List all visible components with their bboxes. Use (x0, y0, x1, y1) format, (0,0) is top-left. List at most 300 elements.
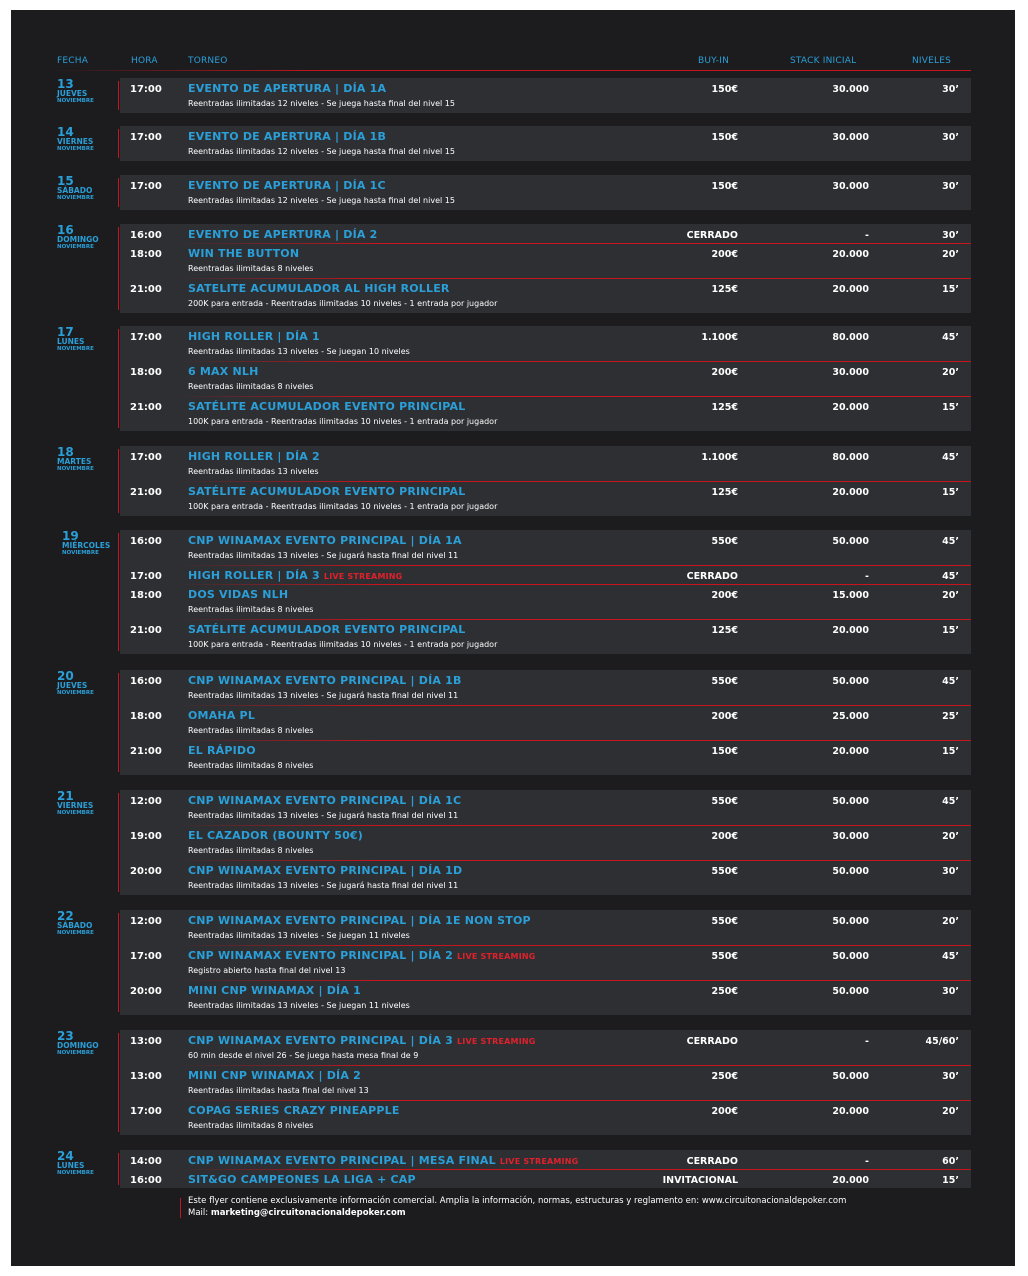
event-time: 16:00 (130, 230, 162, 241)
event-title-text: HIGH ROLLER | DÍA 3 (188, 569, 320, 582)
event-time: 17:00 (130, 84, 162, 95)
event-row[interactable] (120, 860, 971, 895)
date-divider (118, 1153, 119, 1185)
row-divider (175, 278, 971, 279)
day-events (120, 670, 971, 775)
event-buyin: 550€ (711, 536, 738, 547)
event-stack: 20.000 (832, 746, 869, 757)
event-stack: 50.000 (832, 796, 869, 807)
event-title-text: CNP WINAMAX EVENTO PRINCIPAL | MESA FINAL (188, 1154, 496, 1167)
event-title (188, 450, 320, 463)
event-title (188, 623, 465, 636)
event-row[interactable] (120, 326, 971, 361)
row-divider (175, 481, 971, 482)
event-levels: 15’ (942, 746, 959, 757)
event-time: 13:00 (130, 1036, 162, 1047)
event-title (188, 282, 450, 295)
event-title (188, 247, 299, 260)
event-buyin: 200€ (711, 711, 738, 722)
event-row[interactable] (120, 530, 971, 565)
date-weekday: VIERNES (57, 137, 94, 146)
date-month: NOVIEMBRE (57, 98, 94, 104)
event-levels: 20’ (942, 590, 959, 601)
date-label (57, 175, 125, 202)
event-title-text: EL RÁPIDO (188, 744, 256, 757)
row-divider (175, 619, 971, 620)
date-label (57, 446, 125, 473)
day-events (120, 910, 971, 1015)
date-month: NOVIEMBRE (57, 195, 94, 201)
event-details: Reentradas ilimitadas 13 niveles - Se jugará hasta final del nivel 11 (188, 691, 459, 700)
date-number: 20 (57, 669, 74, 683)
event-buyin: 250€ (711, 1071, 738, 1082)
event-time: 18:00 (130, 367, 162, 378)
event-title (188, 1034, 536, 1047)
date-divider (118, 533, 119, 651)
date-month: NOVIEMBRE (57, 244, 94, 250)
event-levels: 45’ (942, 796, 959, 807)
date-month: NOVIEMBRE (57, 466, 94, 472)
header-fecha: FECHA (57, 56, 89, 66)
event-stack: 50.000 (832, 916, 869, 927)
event-title-text: EVENTO DE APERTURA | DÍA 1A (188, 82, 387, 95)
row-divider (175, 705, 971, 706)
date-label (57, 126, 125, 153)
event-row[interactable] (120, 584, 971, 619)
event-buyin: 200€ (711, 831, 738, 842)
event-time: 17:00 (130, 181, 162, 192)
event-row[interactable] (120, 1030, 971, 1065)
event-details: 60 min desde el nivel 26 - Se juega hasta mesa final de 9 (188, 1051, 419, 1060)
event-time: 21:00 (130, 402, 162, 413)
event-details: Reentradas ilimitadas 8 niveles (188, 846, 314, 855)
date-label (57, 910, 125, 937)
event-title (188, 1154, 578, 1167)
date-weekday: SÁBADO (57, 921, 93, 930)
event-stack: 50.000 (832, 676, 869, 687)
event-buyin: CERRADO (686, 1036, 738, 1047)
event-title-text: SIT&GO CAMPEONES LA LIGA + CAP (188, 1173, 416, 1186)
event-buyin: CERRADO (686, 230, 738, 241)
event-time: 18:00 (130, 590, 162, 601)
event-time: 21:00 (130, 487, 162, 498)
event-buyin: 1.100€ (701, 452, 738, 463)
date-month: NOVIEMBRE (57, 346, 94, 352)
event-stack: 20.000 (832, 1106, 869, 1117)
event-title (188, 864, 462, 877)
event-row[interactable] (120, 825, 971, 860)
event-buyin: 550€ (711, 676, 738, 687)
event-stack: - (865, 1156, 869, 1167)
event-details: Reentradas ilimitadas 13 niveles - Se jugará hasta final del nivel 11 (188, 551, 459, 560)
event-title-text: CNP WINAMAX EVENTO PRINCIPAL | DÍA 3 (188, 1034, 453, 1047)
event-levels: 30’ (942, 866, 959, 877)
event-row[interactable] (120, 243, 971, 278)
date-number: 16 (57, 223, 74, 237)
event-row[interactable] (120, 481, 971, 516)
day-events (120, 530, 971, 654)
event-title (188, 330, 320, 343)
event-details: 200K para entrada - Reentradas ilimitadas 10 niveles - 1 entrada por jugador (188, 299, 498, 308)
event-title (188, 485, 465, 498)
event-row[interactable] (120, 396, 971, 431)
event-buyin: INVITACIONAL (662, 1175, 738, 1186)
event-details: Reentradas ilimitadas 12 niveles - Se juega hasta final del nivel 15 (188, 99, 455, 108)
event-title-text: DOS VIDAS NLH (188, 588, 289, 601)
event-levels: 20’ (942, 1106, 959, 1117)
event-details: Reentradas ilimitadas 12 niveles - Se juega hasta final del nivel 15 (188, 147, 455, 156)
event-levels: 30’ (942, 84, 959, 95)
event-stack: 50.000 (832, 951, 869, 962)
date-weekday: SÁBADO (57, 186, 93, 195)
live-streaming-badge: LIVE STREAMING (499, 1157, 579, 1166)
event-time: 16:00 (130, 676, 162, 687)
event-time: 20:00 (130, 866, 162, 877)
event-row[interactable] (120, 945, 971, 980)
event-row[interactable] (120, 78, 971, 113)
live-streaming-badge: LIVE STREAMING (457, 1037, 536, 1046)
event-row[interactable] (120, 790, 971, 825)
event-levels: 20’ (942, 916, 959, 927)
header-divider (47, 70, 971, 71)
event-title (188, 130, 386, 143)
event-buyin: 150€ (711, 84, 738, 95)
event-row[interactable] (120, 175, 971, 210)
day-events (120, 1030, 971, 1135)
footer-mail-address: marketing@circuitonacionaldepoker.com (210, 1208, 406, 1218)
event-levels: 30’ (942, 230, 959, 241)
event-time: 12:00 (130, 916, 162, 927)
event-time: 18:00 (130, 711, 162, 722)
event-details: Reentradas ilimitadas 13 niveles - Se juegan 10 niveles (188, 347, 410, 356)
event-levels: 45’ (942, 951, 959, 962)
event-stack: 20.000 (832, 625, 869, 636)
event-details: Reentradas ilimitadas 8 niveles (188, 1121, 314, 1130)
event-stack: 20.000 (832, 487, 869, 498)
day-events (120, 224, 971, 313)
event-time: 21:00 (130, 746, 162, 757)
event-title (188, 1104, 400, 1117)
event-row[interactable] (120, 980, 971, 1015)
event-time: 14:00 (130, 1156, 162, 1167)
event-levels: 30’ (942, 132, 959, 143)
event-title (188, 744, 256, 757)
date-divider (118, 227, 119, 310)
event-buyin: 125€ (711, 487, 738, 498)
event-row[interactable] (120, 361, 971, 396)
row-divider (175, 584, 971, 585)
event-time: 21:00 (130, 625, 162, 636)
event-time: 16:00 (130, 536, 162, 547)
row-divider (175, 1100, 971, 1101)
event-stack: - (865, 571, 869, 582)
event-row[interactable] (120, 619, 971, 654)
event-time: 20:00 (130, 986, 162, 997)
event-buyin: 550€ (711, 866, 738, 877)
row-divider (175, 980, 971, 981)
date-number: 13 (57, 77, 74, 91)
event-title-text: MINI CNP WINAMAX | DÍA 2 (188, 1069, 361, 1082)
event-row[interactable] (120, 740, 971, 775)
date-month: NOVIEMBRE (57, 690, 94, 696)
event-title (188, 709, 255, 722)
event-time: 19:00 (130, 831, 162, 842)
date-label (57, 1150, 125, 1177)
event-stack: 30.000 (832, 831, 869, 842)
event-stack: 20.000 (832, 284, 869, 295)
event-levels: 20’ (942, 367, 959, 378)
event-buyin: CERRADO (686, 571, 738, 582)
event-details: Reentradas ilimitadas 8 niveles (188, 605, 314, 614)
event-title-text: HIGH ROLLER | DÍA 2 (188, 450, 320, 463)
event-buyin: 125€ (711, 402, 738, 413)
event-levels: 30’ (942, 986, 959, 997)
event-title (188, 1173, 416, 1186)
event-details: 100K para entrada - Reentradas ilimitadas 10 niveles - 1 entrada por jugador (188, 417, 498, 426)
event-buyin: 200€ (711, 249, 738, 260)
event-levels: 15’ (942, 1175, 959, 1186)
event-stack: 20.000 (832, 249, 869, 260)
event-levels: 20’ (942, 249, 959, 260)
header-stack: STACK INICIAL (790, 56, 857, 66)
date-number: 18 (57, 445, 74, 459)
live-streaming-badge: LIVE STREAMING (457, 952, 536, 961)
event-buyin: 550€ (711, 916, 738, 927)
row-divider (175, 396, 971, 397)
date-weekday: JUEVES (57, 681, 88, 690)
event-buyin: 150€ (711, 132, 738, 143)
event-row[interactable] (120, 1065, 971, 1100)
date-weekday: LUNES (57, 1161, 85, 1170)
event-title (188, 914, 531, 927)
event-title-text: SATÉLITE ACUMULADOR EVENTO PRINCIPAL (188, 623, 466, 636)
event-buyin: 200€ (711, 1106, 738, 1117)
day-events (120, 78, 971, 113)
date-number: 22 (57, 909, 74, 923)
date-month: NOVIEMBRE (57, 1050, 94, 1056)
event-buyin: 200€ (711, 367, 738, 378)
event-stack: 30.000 (832, 181, 869, 192)
event-details: Reentradas ilimitadas 12 niveles - Se juega hasta final del nivel 15 (188, 196, 455, 205)
event-details: Reentradas ilimitadas 13 niveles - Se juegan 11 niveles (188, 931, 410, 940)
event-time: 17:00 (130, 1106, 162, 1117)
event-buyin: 150€ (711, 746, 738, 757)
date-label (57, 1030, 125, 1057)
date-divider (118, 329, 119, 428)
event-stack: 50.000 (832, 536, 869, 547)
event-title (188, 588, 288, 601)
day-events (120, 446, 971, 516)
date-number: 21 (57, 789, 74, 803)
event-details: Reentradas ilimitadas 13 niveles - Se juegan 11 niveles (188, 1001, 410, 1010)
event-title-text: COPAG SERIES CRAZY PINEAPPLE (188, 1104, 400, 1117)
event-buyin: 550€ (711, 796, 738, 807)
row-divider (175, 361, 971, 362)
event-time: 17:00 (130, 132, 162, 143)
row-divider (175, 945, 971, 946)
event-buyin: 125€ (711, 625, 738, 636)
event-stack: - (865, 1036, 869, 1047)
event-stack: 20.000 (832, 402, 869, 413)
event-row[interactable] (120, 1100, 971, 1135)
event-time: 17:00 (130, 951, 162, 962)
event-title (188, 674, 462, 687)
event-title (188, 794, 461, 807)
event-row[interactable] (120, 224, 971, 243)
row-divider (175, 1065, 971, 1066)
event-details: Reentradas ilimitadas 13 niveles - Se jugará hasta final del nivel 11 (188, 881, 459, 890)
date-weekday: JUEVES (57, 89, 88, 98)
event-stack: 30.000 (832, 132, 869, 143)
event-levels: 45’ (942, 571, 959, 582)
event-title (188, 534, 462, 547)
event-levels: 45’ (942, 676, 959, 687)
date-label (57, 670, 125, 697)
event-stack: 15.000 (832, 590, 869, 601)
event-title-text: OMAHA PL (188, 709, 256, 722)
date-divider (118, 1033, 119, 1132)
date-number: 15 (57, 174, 74, 188)
header-torneo: TORNEO (188, 56, 228, 66)
event-levels: 20’ (942, 831, 959, 842)
event-row[interactable] (120, 705, 971, 740)
date-divider (118, 449, 119, 513)
date-weekday: MARTES (57, 457, 92, 466)
event-title (188, 1069, 361, 1082)
footer-bar (180, 1198, 181, 1218)
date-label (57, 224, 125, 251)
event-stack: 80.000 (832, 332, 869, 343)
day-events (120, 126, 971, 161)
day-events (120, 790, 971, 895)
event-levels: 25’ (942, 711, 959, 722)
date-label (57, 790, 125, 817)
date-month: NOVIEMBRE (57, 930, 94, 936)
event-row[interactable] (120, 126, 971, 161)
date-weekday: DOMINGO (57, 1041, 99, 1050)
date-weekday: DOMINGO (57, 235, 99, 244)
footer-mail (188, 1208, 406, 1218)
event-row[interactable] (120, 1169, 971, 1188)
date-weekday: MIÉRCOLES (62, 541, 111, 550)
event-row[interactable] (120, 278, 971, 313)
event-title-text: EVENTO DE APERTURA | DÍA 2 (188, 228, 378, 241)
event-row[interactable] (120, 670, 971, 705)
event-time: 16:00 (130, 1175, 162, 1186)
event-levels: 30’ (942, 181, 959, 192)
event-title-text: EVENTO DE APERTURA | DÍA 1B (188, 130, 387, 143)
event-time: 17:00 (130, 571, 162, 582)
event-title-text: EL CAZADOR (BOUNTY 50€) (188, 829, 363, 842)
date-number: 23 (57, 1029, 74, 1043)
event-title-text: CNP WINAMAX EVENTO PRINCIPAL | DÍA 2 (188, 949, 453, 962)
event-details: Reentradas ilimitadas 13 niveles (188, 467, 319, 476)
date-divider (118, 913, 119, 1012)
event-title (188, 179, 386, 192)
event-row[interactable] (120, 565, 971, 584)
footer-mail-label: Mail: (188, 1208, 211, 1218)
event-title (188, 365, 258, 378)
date-divider (118, 673, 119, 772)
date-month: NOVIEMBRE (57, 810, 94, 816)
date-label (57, 78, 125, 105)
date-label (57, 326, 125, 353)
event-buyin: CERRADO (686, 1156, 738, 1167)
event-levels: 60’ (942, 1156, 959, 1167)
date-divider (118, 81, 119, 110)
date-number: 14 (57, 125, 74, 139)
event-stack: 30.000 (832, 367, 869, 378)
event-title-text: CNP WINAMAX EVENTO PRINCIPAL | DÍA 1B (188, 674, 462, 687)
header-buyin: BUY-IN (698, 56, 730, 66)
live-streaming-badge: LIVE STREAMING (323, 572, 403, 581)
event-title-text: SATÉLITE ACUMULADOR EVENTO PRINCIPAL (188, 485, 466, 498)
event-title-text: HIGH ROLLER | DÍA 1 (188, 330, 320, 343)
event-row[interactable] (120, 910, 971, 945)
event-title (188, 829, 363, 842)
event-buyin: 200€ (711, 590, 738, 601)
date-weekday: VIERNES (57, 801, 94, 810)
event-details: Reentradas ilimitadas 8 niveles (188, 761, 314, 770)
event-stack: 30.000 (832, 84, 869, 95)
event-row[interactable] (120, 1150, 971, 1169)
day-events (120, 175, 971, 210)
row-divider (175, 860, 971, 861)
date-month: NOVIEMBRE (57, 1170, 94, 1176)
event-title-text: WIN THE BUTTON (188, 247, 300, 260)
event-time: 17:00 (130, 332, 162, 343)
event-buyin: 550€ (711, 951, 738, 962)
event-stack: 20.000 (832, 1175, 869, 1186)
event-details: 100K para entrada - Reentradas ilimitadas 10 niveles - 1 entrada por jugador (188, 502, 498, 511)
event-title-text: CNP WINAMAX EVENTO PRINCIPAL | DÍA 1D (188, 864, 463, 877)
event-details: Registro abierto hasta final del nivel 13 (188, 966, 346, 975)
event-details: Reentradas ilimitadas 8 niveles (188, 382, 314, 391)
event-levels: 30’ (942, 1071, 959, 1082)
row-divider (175, 825, 971, 826)
event-time: 21:00 (130, 284, 162, 295)
event-stack: 50.000 (832, 986, 869, 997)
event-details: 100K para entrada - Reentradas ilimitadas 10 niveles - 1 entrada por jugador (188, 640, 498, 649)
event-title-text: EVENTO DE APERTURA | DÍA 1C (188, 179, 386, 192)
event-levels: 45’ (942, 452, 959, 463)
event-stack: 80.000 (832, 452, 869, 463)
event-title (188, 228, 378, 241)
event-title-text: CNP WINAMAX EVENTO PRINCIPAL | DÍA 1C (188, 794, 462, 807)
day-events (120, 1150, 971, 1188)
event-details: Reentradas ilimitadas 8 niveles (188, 726, 314, 735)
event-stack: 25.000 (832, 711, 869, 722)
date-divider (118, 793, 119, 892)
date-month: NOVIEMBRE (57, 146, 94, 152)
event-details: Reentradas ilimitadas hasta final del nivel 13 (188, 1086, 369, 1095)
row-divider (175, 1169, 971, 1170)
event-time: 18:00 (130, 249, 162, 260)
date-divider (118, 178, 119, 207)
date-month: NOVIEMBRE (62, 550, 99, 556)
event-title-text: CNP WINAMAX EVENTO PRINCIPAL | DÍA 1A (188, 534, 462, 547)
event-time: 17:00 (130, 452, 162, 463)
event-title-text: MINI CNP WINAMAX | DÍA 1 (188, 984, 361, 997)
event-title (188, 82, 386, 95)
event-title-text: SATÉLITE ACUMULADOR EVENTO PRINCIPAL (188, 400, 466, 413)
event-row[interactable] (120, 446, 971, 481)
date-weekday: LUNES (57, 337, 85, 346)
event-title-text: 6 MAX NLH (188, 365, 259, 378)
event-levels: 45’ (942, 332, 959, 343)
event-levels: 15’ (942, 625, 959, 636)
event-time: 13:00 (130, 1071, 162, 1082)
